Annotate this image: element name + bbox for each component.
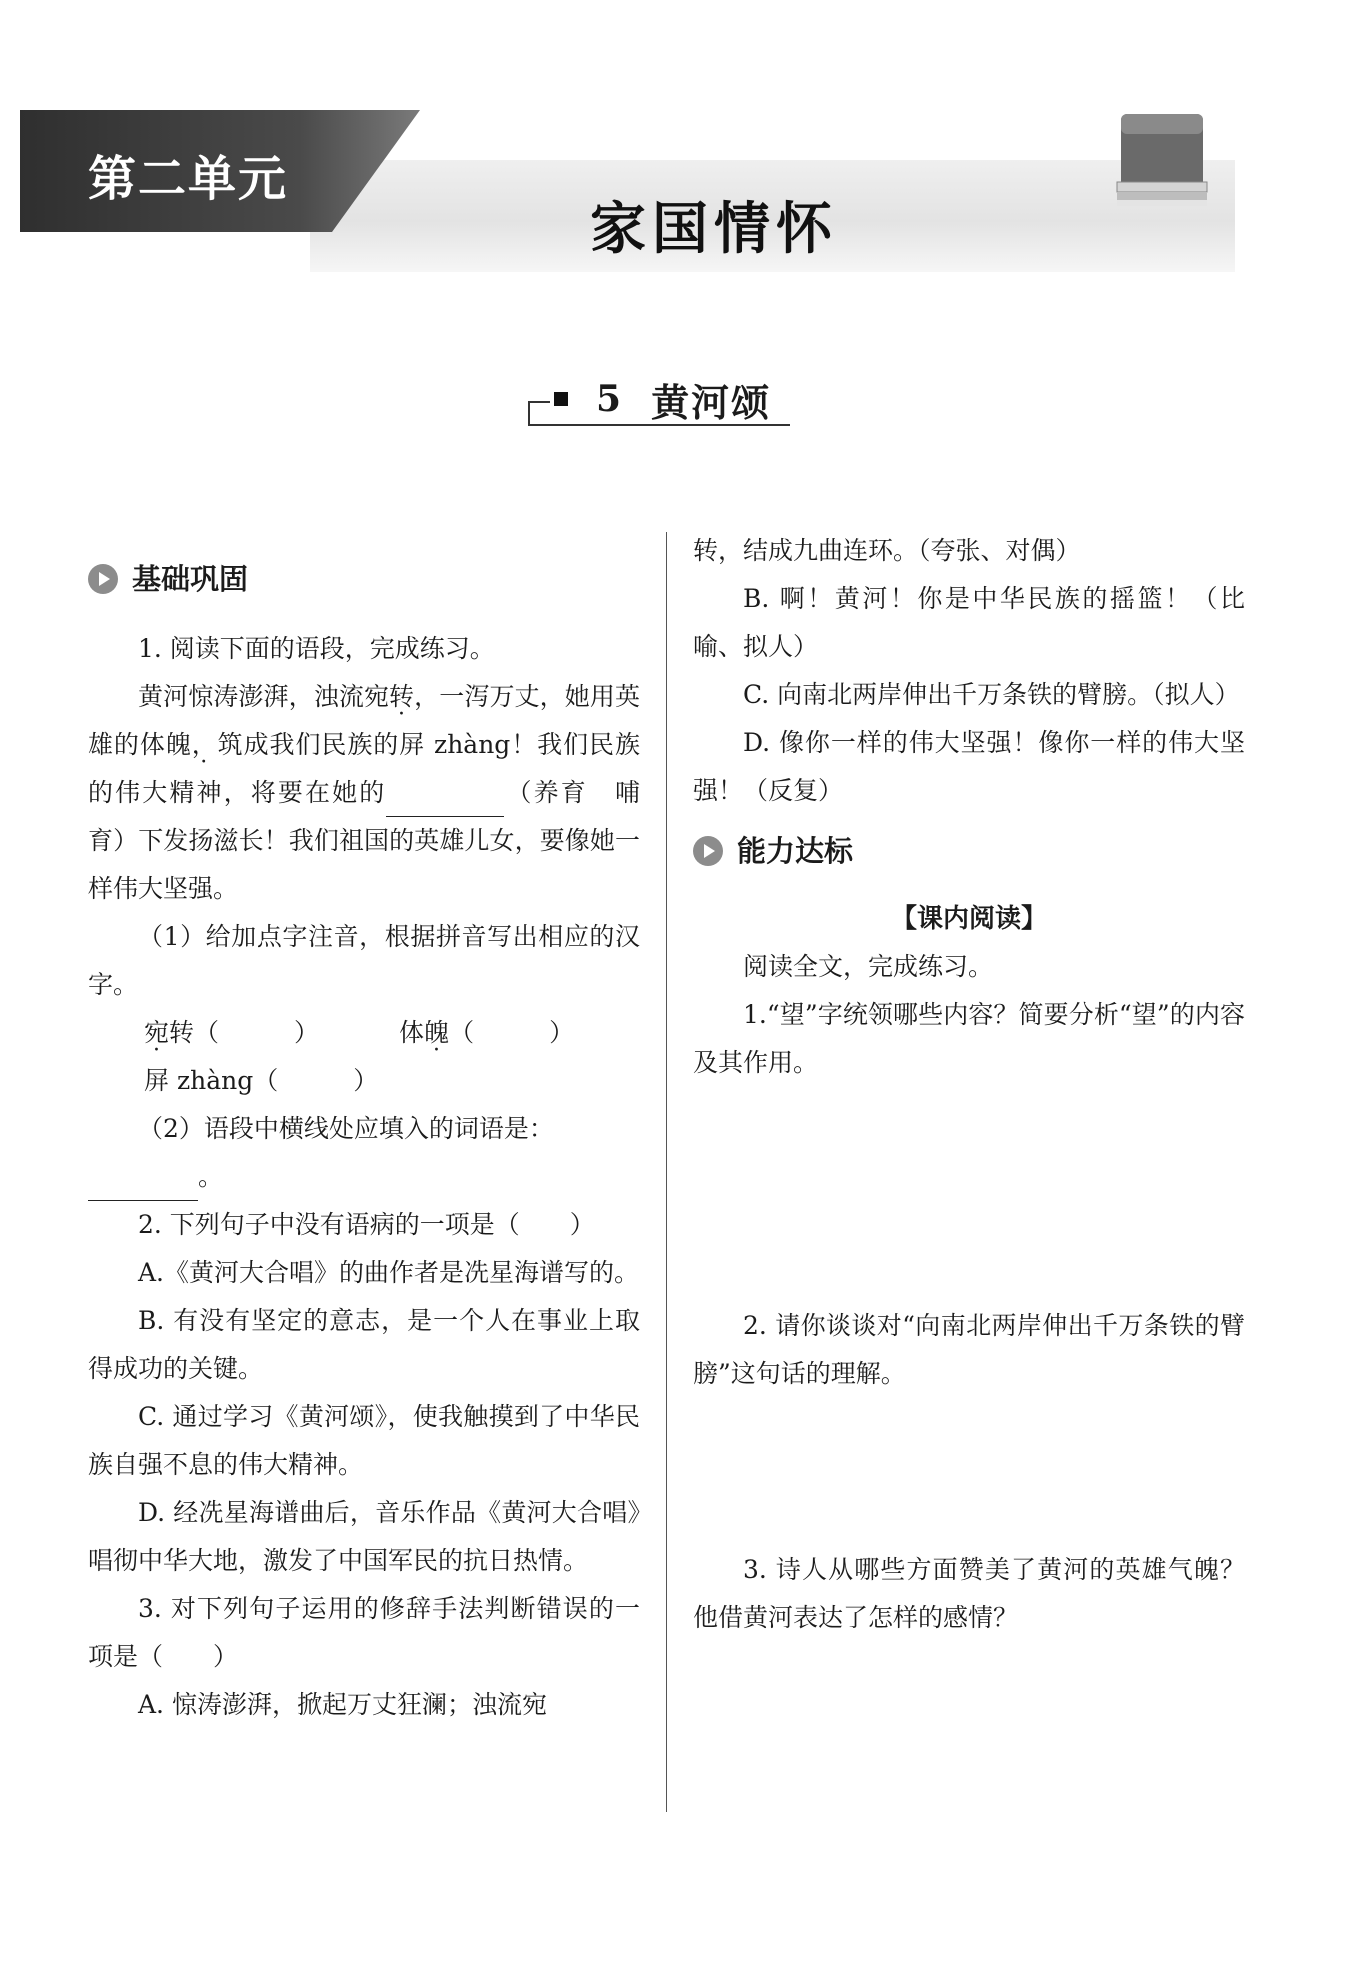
column-divider bbox=[666, 532, 667, 1812]
question-3-option-a: A. 惊涛澎湃，掀起万丈狂澜；浊流宛 bbox=[138, 1690, 547, 1719]
book-icon bbox=[1115, 112, 1210, 222]
unit-title: 家国情怀 bbox=[590, 197, 838, 262]
pinyin-item: 屏 zhàng（ ） bbox=[144, 1066, 379, 1095]
lesson-title-underline bbox=[528, 424, 790, 426]
question-2-stem: 2. 下列句子中没有语病的一项是（ ） bbox=[138, 1210, 595, 1239]
question-1-sub2: （2）语段中横线处应填入的词语是： bbox=[138, 1114, 554, 1143]
answer-blank[interactable] bbox=[88, 1174, 198, 1201]
reading-question-2: 2. 请你谈谈对“向南北两岸伸出千万条铁的臂膀”这句话的理解。 bbox=[693, 1311, 1245, 1388]
answer-space[interactable] bbox=[693, 1398, 1245, 1546]
pinyin-row bbox=[88, 1009, 640, 1057]
play-circle-icon bbox=[88, 564, 118, 594]
reading-heading: 【课内阅读】 bbox=[890, 904, 1047, 934]
square-bullet-icon bbox=[554, 392, 568, 406]
dotted-char: 宛 bbox=[363, 682, 390, 711]
pinyin-item: 宛转（ ） bbox=[144, 1018, 320, 1047]
left-column bbox=[88, 555, 640, 1729]
lesson-name: 黄河颂 bbox=[651, 380, 772, 425]
question-3-option-b: B. 啊！黄河！你是中华民族的摇篮！（比喻、拟人） bbox=[693, 584, 1245, 661]
lesson-title bbox=[528, 372, 790, 426]
answer-space[interactable] bbox=[693, 1087, 1245, 1302]
section-heading-text: 能力达标 bbox=[737, 834, 854, 868]
dotted-char: 魄 bbox=[165, 730, 192, 759]
question-3-stem: 3. 对下列句子运用的修辞手法判断错误的一项是（ ） bbox=[88, 1594, 640, 1671]
question-2-option-a: A.《黄河大合唱》的曲作者是冼星海谱写的。 bbox=[138, 1258, 640, 1287]
question-3-option-d: D. 像你一样的伟大坚强！像你一样的伟大坚强！（反复） bbox=[693, 728, 1245, 805]
question-3-option-a-cont: 转，结成九曲连环。（夸张、对偶） bbox=[693, 536, 1081, 565]
answer-blank[interactable] bbox=[386, 790, 504, 817]
question-1-sub2-answer: 。 bbox=[88, 1153, 640, 1201]
question-3-option-c: C. 向南北两岸伸出千万条铁的臂膀。（拟人） bbox=[743, 680, 1240, 709]
question-1-passage: 黄河惊涛澎湃，浊流宛转，一泻万丈，她用英雄的体魄，筑成我们民族的屏 zhàng！我们民族的伟大精神，将要在她的 （养育 哺育）下发扬滋长！我们祖国的英雄儿女，要像她一样伟大坚强。 bbox=[88, 682, 640, 903]
section-heading-basics bbox=[88, 555, 640, 603]
reading-intro: 阅读全文，完成练习。 bbox=[743, 952, 994, 981]
question-1-stem: 1. 阅读下面的语段，完成练习。 bbox=[138, 634, 495, 663]
question-2-option-c: C. 通过学习《黄河颂》，使我触摸到了中华民族自强不息的伟大精神。 bbox=[88, 1402, 640, 1479]
lesson-number: 5 bbox=[596, 378, 622, 420]
section-heading-text: 基础巩固 bbox=[132, 562, 249, 596]
question-1-sub1: （1）给加点字注音，根据拼音写出相应的汉字。 bbox=[88, 922, 640, 999]
pinyin-item: 体魄（ ） bbox=[399, 1018, 575, 1047]
section-heading-ability bbox=[693, 827, 1245, 875]
reading-question-1: 1.“望”字统领哪些内容？简要分析“望”的内容及其作用。 bbox=[693, 1000, 1245, 1077]
reading-question-3: 3. 诗人从哪些方面赞美了黄河的英雄气魄？他借黄河表达了怎样的感情？ bbox=[693, 1555, 1245, 1632]
question-2-option-b: B. 有没有坚定的意志，是一个人在事业上取得成功的关键。 bbox=[88, 1306, 640, 1383]
right-column bbox=[693, 527, 1245, 1642]
play-circle-icon bbox=[693, 836, 723, 866]
question-2-option-d: D. 经冼星海谱曲后，音乐作品《黄河大合唱》唱彻中华大地，激发了中国军民的抗日热情。 bbox=[88, 1498, 640, 1575]
unit-label: 第二单元 bbox=[88, 151, 289, 207]
